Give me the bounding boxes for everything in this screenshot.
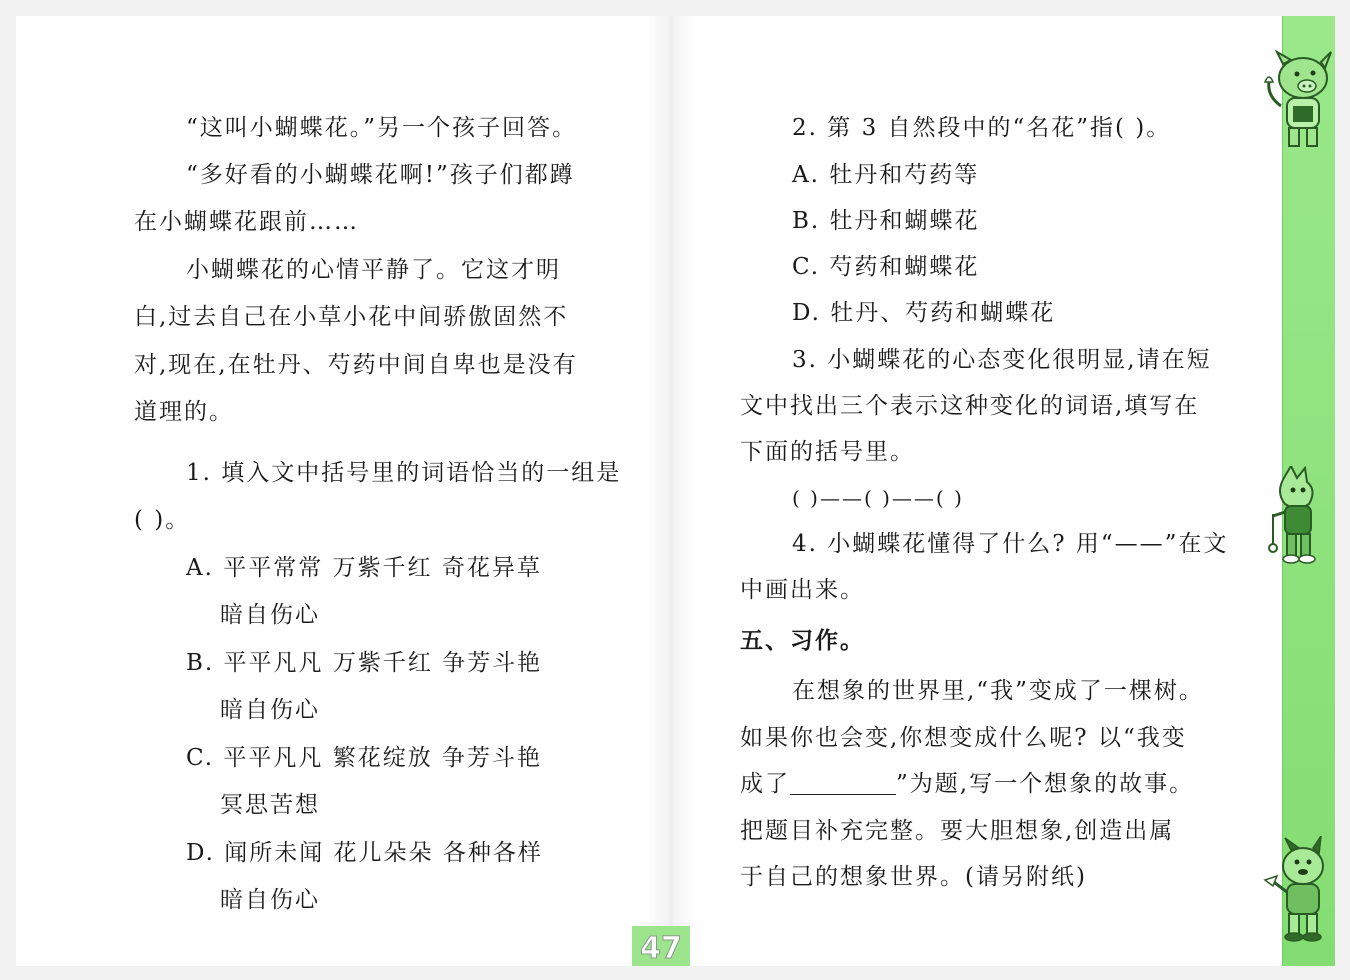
question-2: 2. 第 3 自然段中的“名花”指( )。 — [792, 115, 1172, 141]
q2-option-d: D. 牡丹、芍药和蝴蝶花 — [792, 300, 1056, 326]
text-line: 文中找出三个表示这种变化的词语,填写在 — [740, 393, 1200, 419]
text-line: 在小蝴蝶花跟前…… — [134, 209, 359, 235]
question-4: 4. 小蝴蝶花懂得了什么? 用“——”在文 — [792, 531, 1229, 557]
title-blank — [790, 772, 896, 795]
page-number: 47 — [632, 926, 690, 966]
text-line: 中画出来。 — [740, 577, 865, 603]
text-line: 白,过去自己在小草小花中间骄傲固然不 — [134, 304, 569, 330]
text-line: 下面的括号里。 — [740, 439, 915, 465]
title-prefix: 成了 — [740, 771, 790, 797]
section-heading: 五、习作。 — [740, 628, 865, 654]
answer-bracket: ( )。 — [134, 507, 191, 533]
option-a: A. 平平常常 万紫千红 奇花异草 — [186, 555, 542, 581]
dog-mascot-icon — [1261, 836, 1337, 946]
answer-brackets: ( )——( )——( ) — [792, 486, 964, 510]
option-d: D. 闻所未闻 花儿朵朵 各种各样 — [186, 840, 543, 866]
text-line: “这叫小蝴蝶花。”另一个孩子回答。 — [186, 115, 578, 141]
text-line: 道理的。 — [134, 399, 234, 425]
text-line: 对,现在,在牡丹、芍药中间自卑也是没有 — [134, 352, 578, 378]
book-gutter — [646, 16, 696, 966]
text-line: “多好看的小蝴蝶花啊!”孩子们都蹲 — [186, 162, 575, 188]
option-a-cont: 暗自伤心 — [220, 602, 320, 628]
text-line: 小蝴蝶花的心情平静了。它这才明 — [186, 257, 561, 283]
q2-option-c: C. 芍药和蝴蝶花 — [792, 254, 980, 280]
title-suffix: ”为题,写一个想象的故事。 — [896, 771, 1195, 797]
option-b: B. 平平凡凡 万紫千红 争芳斗艳 — [186, 650, 543, 676]
pig-mascot-icon — [1257, 46, 1337, 156]
option-b-cont: 暗自伤心 — [220, 697, 320, 723]
writing-prompt: 把题目补充完整。要大胆想象,创造出属 — [740, 818, 1175, 844]
writing-prompt-title-line — [740, 769, 1194, 799]
writing-prompt: 在想象的世界里,“我”变成了一棵树。 — [792, 678, 1204, 704]
q2-option-a: A. 牡丹和芍药等 — [792, 162, 980, 188]
option-d-cont: 暗自伤心 — [220, 887, 320, 913]
writing-prompt: 于自己的想象世界。(请另附纸) — [740, 864, 1087, 890]
option-c-cont: 冥思苦想 — [220, 792, 320, 818]
green-sidebar — [1282, 16, 1335, 966]
option-c: C. 平平凡凡 繁花绽放 争芳斗艳 — [186, 745, 543, 771]
fox-mascot-icon — [1263, 466, 1333, 566]
question-3: 3. 小蝴蝶花的心态变化很明显,请在短 — [792, 347, 1212, 373]
question-1: 1. 填入文中括号里的词语恰当的一组是 — [186, 460, 622, 486]
writing-prompt: 如果你也会变,你想变成什么呢? 以“我变 — [740, 725, 1187, 751]
q2-option-b: B. 牡丹和蝴蝶花 — [792, 208, 980, 234]
